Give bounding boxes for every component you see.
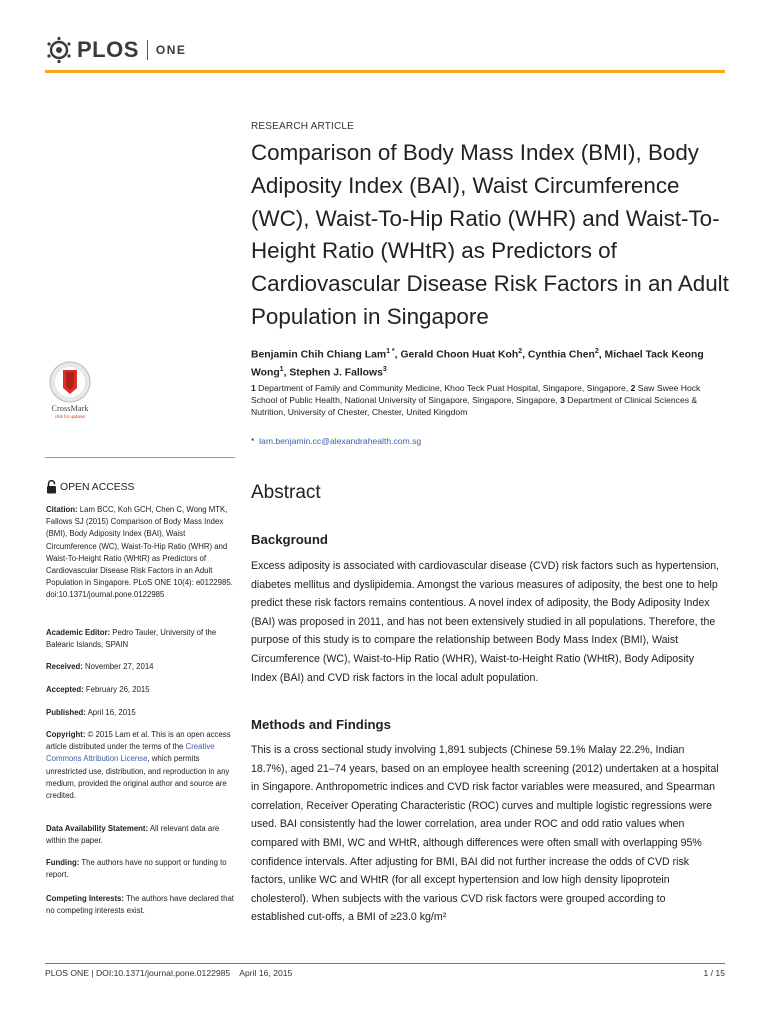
plos-logo-icon — [45, 36, 73, 64]
author-affiliation-sup: 3 — [382, 366, 387, 374]
page-number: 1 / 15 — [703, 968, 725, 978]
correspondence — [251, 436, 421, 446]
academic-editor-text: Pedro Tauler, University of the Balearic Islands, SPAIN — [46, 628, 217, 650]
academic-editor-label: Academic Editor: — [46, 628, 111, 637]
data-availability-block — [46, 823, 236, 847]
received-block — [46, 661, 236, 673]
copyright-block — [46, 729, 236, 802]
funding-label: Funding: — [46, 858, 80, 867]
sidebar-rule — [45, 457, 235, 458]
copyright-text-pre: © 2015 Lam et al. This is an open access article distributed under the terms of the — [46, 730, 231, 752]
logo-plos-text: PLOS — [77, 37, 139, 62]
accepted-block — [46, 684, 236, 696]
author-affiliation-sup: 1 — [279, 366, 284, 374]
methods-findings-text: This is a cross sectional study involving 1,891 subjects (Chinese 59.1% Malay 22.2%, Indian 18.7%), aged 21–74 years, based on an employee health screening (2012) undertaken at a hospital in Singapore. Anthropometric indices and CVD risk factor variables were measured, and Spearman correlation, Receiver Operating Characteristic (ROC) curves and multiple logistic regressions were used. BAI consistently had the lower correlation, area under ROC and odd ratio values when compared with BMI, WC and WHtR, although differences were often small with overlapping 95% confidence intervals. After adjusting for BMI, BAI did not further increase the odds of CVD risk factors, unlike WC and WHtR (for all except hypertension and low high density lipoprotein cholesterol). When subjects with the various CVD risk factors were grouped according to established cut-offs, a BMI of ≥23.0 kg/m² — [251, 744, 719, 924]
author-name: Cynthia Chen — [527, 349, 595, 361]
citation-block — [46, 504, 236, 602]
author-list: Benjamin Chih Chiang Lam$^{1 *}$, Gerald Choon Huat Koh$^2$, Cynthia Chen$^2$, Michael Tack Keong Wong$^1$, Stephen J. Fallows$^3$ — [251, 348, 704, 379]
logo-journal-text: ONE — [155, 43, 187, 57]
author-name: Gerald Choon Huat Koh — [400, 349, 519, 361]
published-block — [46, 707, 236, 719]
author-name: Michael Tack Keong Wong — [251, 349, 704, 379]
accepted-date: February 26, 2015 — [85, 685, 150, 694]
open-access-badge — [46, 480, 135, 494]
crossmark-label: CrossMark — [51, 404, 89, 413]
competing-interests-block — [46, 893, 236, 917]
affiliation-number: 2 — [630, 383, 638, 393]
funding-block — [46, 857, 236, 881]
published-label: Published: — [46, 708, 86, 717]
methods-findings-heading: Methods and Findings — [251, 717, 391, 732]
background-heading: Background — [251, 532, 328, 547]
data-availability-text: All relevant data are within the paper. — [46, 824, 220, 846]
affiliation-number: 3 — [560, 395, 568, 406]
article-title: Comparison of Body Mass Index (BMI), Body Adiposity Index (BAI), Waist Circumference (WC), Waist-To-Hip Ratio (WHR) and Waist-To-Height Ratio (WHtR) as Predictors of Cardiovascular Disease Risk Factors in an Adult Population in Singapore — [251, 140, 729, 329]
header-rule — [45, 70, 725, 73]
footer-rule — [45, 963, 725, 964]
citation-label: Citation: — [46, 505, 78, 514]
citation-text: Lam BCC, Koh GCH, Chen C, Wong MTK, Fallows SJ (2015) Comparison of Body Mass Index (BMI), Body Adiposity Index (BAI), Waist Circumference (WC), Waist-To-Hip Ratio (WHR) and Waist-To-Height Ratio (WHtR) as Predictors of Cardiovascular Disease Risk Factors in an Adult Population in Singapore. PLoS ONE 10(4): e0122985. doi:10.1371/journal.pone.0122985 — [46, 505, 233, 600]
received-label: Received: — [46, 662, 83, 671]
author-affiliation-sup: 2 — [594, 348, 599, 355]
funding-text: The authors have no support or funding to report. — [46, 858, 227, 880]
competing-interests-text: The authors have declared that no competing interests exist. — [46, 894, 234, 916]
article-type: RESEARCH ARTICLE — [251, 121, 355, 132]
plos-logo[interactable] — [45, 35, 186, 65]
affiliation-text: Saw Swee Hock School of Public Health, National University of Singapore, Singapore, Singapore, — [251, 383, 701, 406]
logo-divider — [147, 40, 148, 60]
affiliation-text: Department of Family and Community Medicine, Khoo Teck Puat Hospital, Singapore, Singapore, — [258, 383, 631, 393]
affiliation-number: 1 — [251, 383, 259, 393]
copyright-label: Copyright: — [46, 730, 86, 739]
copyright-text-post: , which permits unrestricted use, distribution, and reproduction in any medium, provided the original author and source are credited. — [46, 754, 230, 801]
author-name: Stephen J. Fallows — [289, 367, 383, 379]
abstract-heading: Abstract — [251, 482, 321, 503]
footer-citation: PLOS ONE | DOI:10.1371/journal.pone.0122985 April 16, 2015 — [45, 968, 293, 978]
open-lock-icon — [46, 480, 57, 494]
competing-interests-label: Competing Interests: — [46, 894, 124, 903]
correspondence-email-link[interactable]: lam.benjamin.cc@alexandrahealth.com.sg — [259, 436, 422, 446]
license-link[interactable]: Creative Commons Attribution License — [46, 742, 215, 764]
author-affiliation-sup: 1 * — [386, 348, 395, 355]
academic-editor-block — [46, 627, 236, 651]
author-name: Benjamin Chih Chiang Lam — [251, 349, 387, 361]
received-date: November 27, 2014 — [85, 662, 154, 671]
affiliation-text: Department of Clinical Sciences & Nutrition, University of Chester, Chester, United Kingdom — [251, 395, 698, 418]
correspondence-mark: * — [251, 436, 255, 446]
affiliations — [251, 382, 721, 419]
data-availability-label: Data Availability Statement: — [46, 824, 149, 833]
open-access-label: OPEN ACCESS — [60, 481, 135, 493]
author-affiliation-sup: 2 — [518, 348, 523, 355]
accepted-label: Accepted: — [46, 685, 84, 694]
crossmark-icon — [46, 360, 94, 422]
background-text: Excess adiposity is associated with cardiovascular disease (CVD) risk factors such as hypertension, diabetes mellitus and dyslipidemia. Amongst the various measures of adiposity, the best one to help predict these risk factors remains contentious. A novel index of adiposity, the Body Adiposity Index (BAI) was proposed in 2011, and has not been extensively studied in all populations. Therefore, the purpose of this study is to compare the relationship between Body Mass Index (BMI), Waist Circumference (WC), Waist-to-Hip Ratio (WHR), Waist-to-Height Ratio (WHtR), Body Adiposity Index (BAI) and CVD risk factors in the local adult population. — [251, 560, 720, 684]
crossmark-badge[interactable] — [46, 360, 94, 422]
published-date: April 16, 2015 — [87, 708, 136, 717]
crossmark-sub: click for updates — [54, 414, 86, 419]
